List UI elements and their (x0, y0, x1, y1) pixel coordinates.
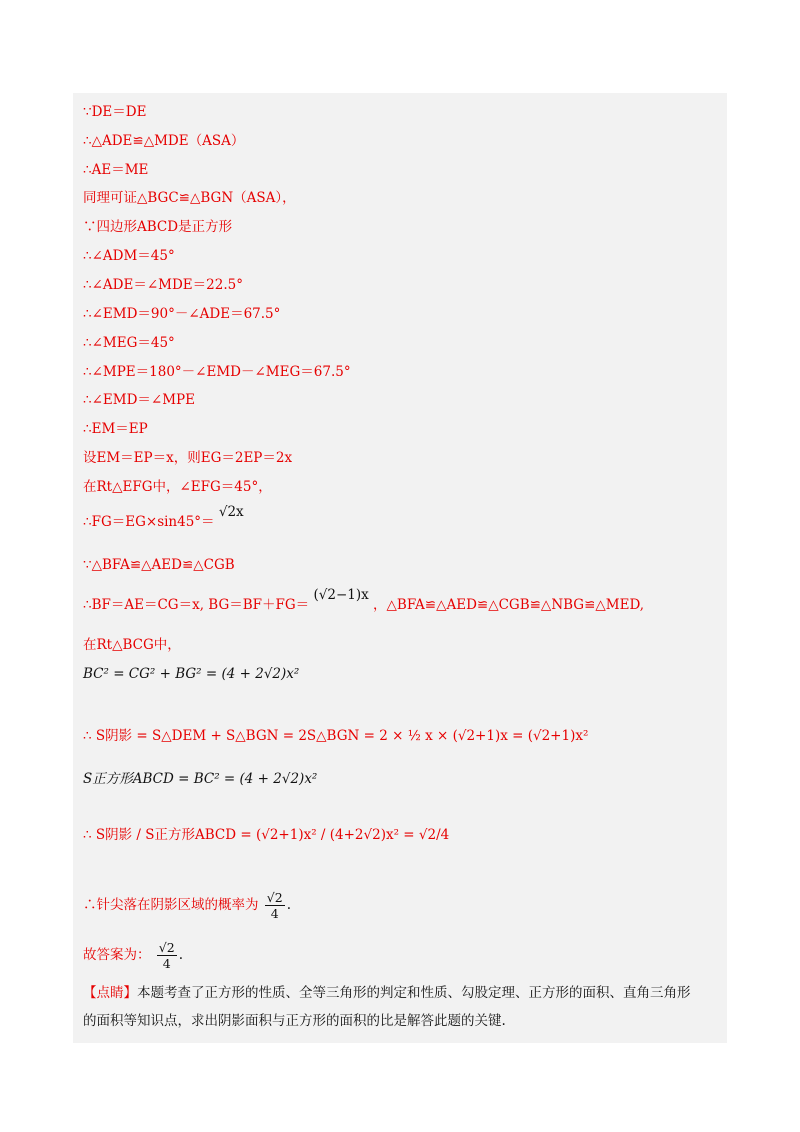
proof-line-12: ∴EM＝EP (83, 421, 148, 437)
shadow-area-text: ∴ S阴影 = S△DEM + S△BGN = 2S△BGN = 2 × ½ x × (√2+1)x = (√2+1)x² (83, 728, 589, 744)
proof-line-8: ∴∠EMD＝90°－∠ADE＝67.5° (83, 306, 281, 322)
proof-line-3: ∴AE＝ME (83, 162, 149, 178)
proof-line-16: ∵△BFA≌△AED≌△CGB (83, 557, 235, 573)
square-area-equation: S正方形ABCD = BC² = (4 + 2√2)x² (83, 771, 318, 787)
proof-line-17 (83, 587, 645, 613)
bc-equation: BC² = CG² + BG² = (4 + 2√2)x² (83, 666, 300, 682)
answer-num: √2 (158, 940, 175, 955)
fg-value: √2x (218, 504, 244, 520)
proof-line-18: 在Rt△BCG中， (83, 637, 181, 653)
bg-label: ∴BF＝AE＝CG＝x, BG＝BF＋FG＝ (83, 597, 310, 613)
proof-line-7: ∴∠ADE＝∠MDE＝22.5° (83, 277, 243, 293)
proof-line-13: 设EM＝EP＝x，则EG＝2EP＝2x (83, 450, 293, 466)
bg-value: (√2−1)x (313, 587, 369, 603)
comment-text-1: 本题考查了正方形的性质、全等三角形的判定和性质、勾股定理、正方形的面积、直角三角形 (137, 985, 691, 1001)
fg-label: ∴FG＝EG×sin45°＝ (83, 514, 215, 530)
proof-line-11: ∴∠EMD＝∠MPE (83, 392, 195, 408)
answer-label: 故答案为： (83, 947, 151, 963)
comment-line-2: 的面积等知识点，求出阴影面积与正方形的面积的比是解答此题的关键. (83, 1013, 506, 1029)
answer-fraction (157, 940, 177, 971)
probability-fraction (265, 890, 285, 921)
comment-line-1 (83, 985, 691, 1001)
proof-line-14: 在Rt△EFG中，∠EFG＝45°， (83, 479, 272, 495)
probability-line: ∴针尖落在阴影区域的概率为 $\frac{√2}{4}$ . (83, 890, 292, 921)
proof-line-9: ∴∠MEG＝45° (83, 335, 175, 351)
probability-num: √2 (266, 890, 283, 905)
ratio-text: ∴ S阴影 / S正方形ABCD = (√2+1)x² / (4+2√2)x² = √2/4 (83, 827, 450, 843)
proof-line-4: 同理可证△BGC≌△BGN（ASA）， (83, 190, 296, 206)
shadow-area-equation (83, 724, 588, 744)
congruence-chain: ，△BFA≌△AED≌△CGB≌△NBG≌△MED, (373, 597, 645, 613)
proof-line-6: ∴∠ADM＝45° (83, 248, 175, 264)
proof-line-1: ∵DE＝DE (83, 104, 147, 120)
comment-tag: 【点睛】 (83, 985, 137, 1001)
proof-line-5: ∵四边形ABCD是正方形 (83, 219, 233, 235)
answer-den: 4 (162, 956, 171, 971)
proof-line-2: ∴△ADE≌△MDE（ASA） (83, 133, 245, 149)
ratio-equation (83, 823, 449, 843)
answer-line: 故答案为： $\frac{√2}{4}$ . (83, 940, 184, 971)
proof-line-10: ∴∠MPE＝180°－∠EMD－∠MEG＝67.5° (83, 364, 351, 380)
probability-label: ∴针尖落在阴影区域的概率为 (83, 897, 259, 913)
proof-line-15 (83, 504, 244, 530)
probability-den: 4 (270, 906, 279, 921)
